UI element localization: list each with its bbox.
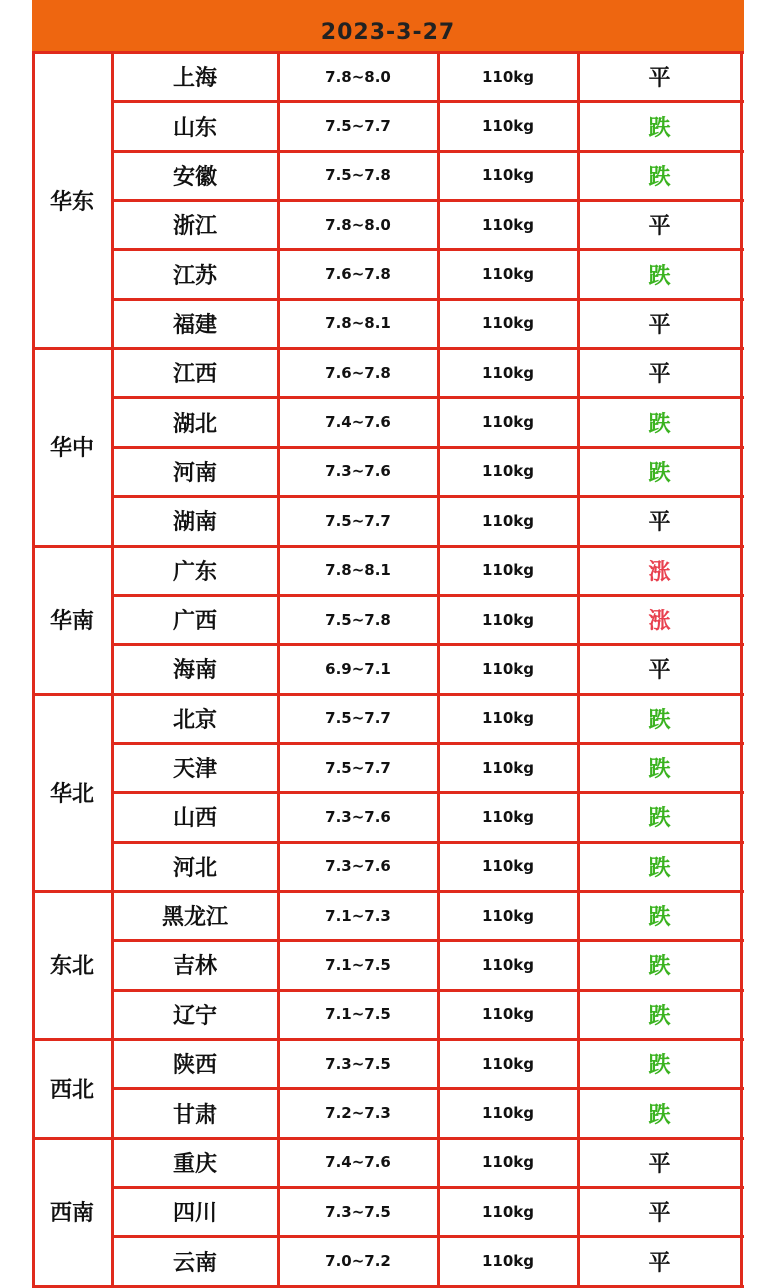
- weight-cell: 110kg: [481, 709, 535, 728]
- trend-cell: 涨: [648, 609, 671, 635]
- trend-cell: 跌: [648, 806, 671, 832]
- trend-cell: 跌: [648, 855, 671, 881]
- trend-cell: 跌: [648, 707, 671, 733]
- price-cell: 7.3~7.5: [325, 1054, 391, 1073]
- trend-cell: 平: [648, 312, 671, 338]
- weight-cell: 110kg: [481, 462, 535, 481]
- trend-cell: 跌: [648, 411, 671, 437]
- weight-cell: 110kg: [481, 363, 535, 382]
- date-header: 2023-3-27: [32, 12, 744, 52]
- trend-cell: 跌: [648, 115, 671, 141]
- weight-cell: 110kg: [481, 413, 535, 432]
- province-cell: 浙江: [172, 214, 217, 240]
- grid-line: [740, 52, 743, 1286]
- price-cell: 7.6~7.8: [325, 265, 391, 284]
- trend-cell: 跌: [648, 1102, 671, 1128]
- province-cell: 湖南: [172, 510, 217, 536]
- province-cell: 海南: [172, 658, 217, 684]
- weight-cell: 110kg: [481, 314, 535, 333]
- price-cell: 7.5~7.7: [325, 709, 391, 728]
- weight-cell: 110kg: [481, 117, 535, 136]
- province-cell: 天津: [172, 757, 217, 783]
- trend-cell: 平: [648, 510, 671, 536]
- weight-cell: 110kg: [481, 1104, 535, 1123]
- province-cell: 河北: [172, 855, 217, 881]
- weight-cell: 110kg: [481, 511, 535, 530]
- province-cell: 江西: [172, 362, 217, 388]
- grid-line: [111, 52, 114, 1286]
- price-cell: 7.8~8.0: [325, 215, 391, 234]
- trend-cell: 跌: [648, 1003, 671, 1029]
- trend-cell: 平: [648, 66, 671, 92]
- grid-line: [32, 1285, 744, 1288]
- weight-cell: 110kg: [481, 807, 535, 826]
- trend-cell: 平: [648, 1201, 671, 1227]
- region-label: 西北: [49, 1077, 94, 1103]
- trend-cell: 平: [648, 362, 671, 388]
- trend-cell: 跌: [648, 1053, 671, 1079]
- grid-line: [277, 52, 280, 1286]
- price-cell: 7.8~8.1: [325, 314, 391, 333]
- price-cell: 7.3~7.6: [325, 462, 391, 481]
- grid-line: [32, 52, 35, 1286]
- weight-cell: 110kg: [481, 857, 535, 876]
- province-cell: 安徽: [172, 164, 217, 190]
- trend-cell: 跌: [648, 954, 671, 980]
- weight-cell: 110kg: [481, 67, 535, 86]
- grid-line: [437, 52, 440, 1286]
- province-cell: 甘肃: [172, 1102, 217, 1128]
- weight-cell: 110kg: [481, 758, 535, 777]
- trend-cell: 平: [648, 658, 671, 684]
- province-cell: 福建: [172, 312, 217, 338]
- trend-cell: 涨: [648, 559, 671, 585]
- price-cell: 7.5~7.7: [325, 117, 391, 136]
- trend-cell: 平: [648, 214, 671, 240]
- price-cell: 7.1~7.3: [325, 906, 391, 925]
- weight-cell: 110kg: [481, 1202, 535, 1221]
- province-cell: 重庆: [172, 1151, 217, 1177]
- province-cell: 山东: [172, 115, 217, 141]
- trend-cell: 平: [648, 1151, 671, 1177]
- price-cell: 7.3~7.6: [325, 857, 391, 876]
- price-cell: 7.5~7.7: [325, 758, 391, 777]
- province-cell: 陕西: [172, 1053, 217, 1079]
- price-cell: 7.5~7.8: [325, 610, 391, 629]
- province-cell: 上海: [172, 66, 217, 92]
- weight-cell: 110kg: [481, 1153, 535, 1172]
- weight-cell: 110kg: [481, 1005, 535, 1024]
- region-label: 华东: [49, 189, 94, 215]
- province-cell: 四川: [172, 1201, 217, 1227]
- price-cell: 7.3~7.6: [325, 807, 391, 826]
- weight-cell: 110kg: [481, 561, 535, 580]
- price-cell: 7.8~8.0: [325, 67, 391, 86]
- weight-cell: 110kg: [481, 166, 535, 185]
- weight-cell: 110kg: [481, 955, 535, 974]
- weight-cell: 110kg: [481, 1054, 535, 1073]
- region-label: 西南: [49, 1201, 94, 1227]
- price-cell: 7.6~7.8: [325, 363, 391, 382]
- province-cell: 广东: [172, 559, 217, 585]
- header-strip: [32, 0, 744, 12]
- price-cell: 7.5~7.7: [325, 511, 391, 530]
- weight-cell: 110kg: [481, 659, 535, 678]
- weight-cell: 110kg: [481, 906, 535, 925]
- weight-cell: 110kg: [481, 610, 535, 629]
- province-cell: 河南: [172, 460, 217, 486]
- province-cell: 黑龙江: [161, 905, 228, 931]
- trend-cell: 平: [648, 1250, 671, 1276]
- trend-cell: 跌: [648, 164, 671, 190]
- province-cell: 江苏: [172, 263, 217, 289]
- price-cell: 7.8~8.1: [325, 561, 391, 580]
- province-cell: 辽宁: [172, 1003, 217, 1029]
- trend-cell: 跌: [648, 460, 671, 486]
- province-cell: 吉林: [172, 954, 217, 980]
- trend-cell: 跌: [648, 905, 671, 931]
- grid-line: [577, 52, 580, 1286]
- price-cell: 7.1~7.5: [325, 1005, 391, 1024]
- province-cell: 云南: [172, 1250, 217, 1276]
- region-label: 华北: [49, 781, 94, 807]
- province-cell: 山西: [172, 806, 217, 832]
- price-cell: 7.3~7.5: [325, 1202, 391, 1221]
- price-cell: 7.2~7.3: [325, 1104, 391, 1123]
- weight-cell: 110kg: [481, 215, 535, 234]
- region-label: 华中: [49, 436, 94, 462]
- price-cell: 6.9~7.1: [325, 659, 391, 678]
- price-cell: 7.4~7.6: [325, 413, 391, 432]
- region-label: 华南: [49, 609, 94, 635]
- province-cell: 湖北: [172, 411, 217, 437]
- province-cell: 广西: [172, 609, 217, 635]
- weight-cell: 110kg: [481, 265, 535, 284]
- trend-cell: 跌: [648, 757, 671, 783]
- trend-cell: 跌: [648, 263, 671, 289]
- price-cell: 7.4~7.6: [325, 1153, 391, 1172]
- price-cell: 7.0~7.2: [325, 1252, 391, 1271]
- price-cell: 7.1~7.5: [325, 955, 391, 974]
- weight-cell: 110kg: [481, 1252, 535, 1271]
- price-cell: 7.5~7.8: [325, 166, 391, 185]
- region-label: 东北: [49, 954, 94, 980]
- province-cell: 北京: [172, 707, 217, 733]
